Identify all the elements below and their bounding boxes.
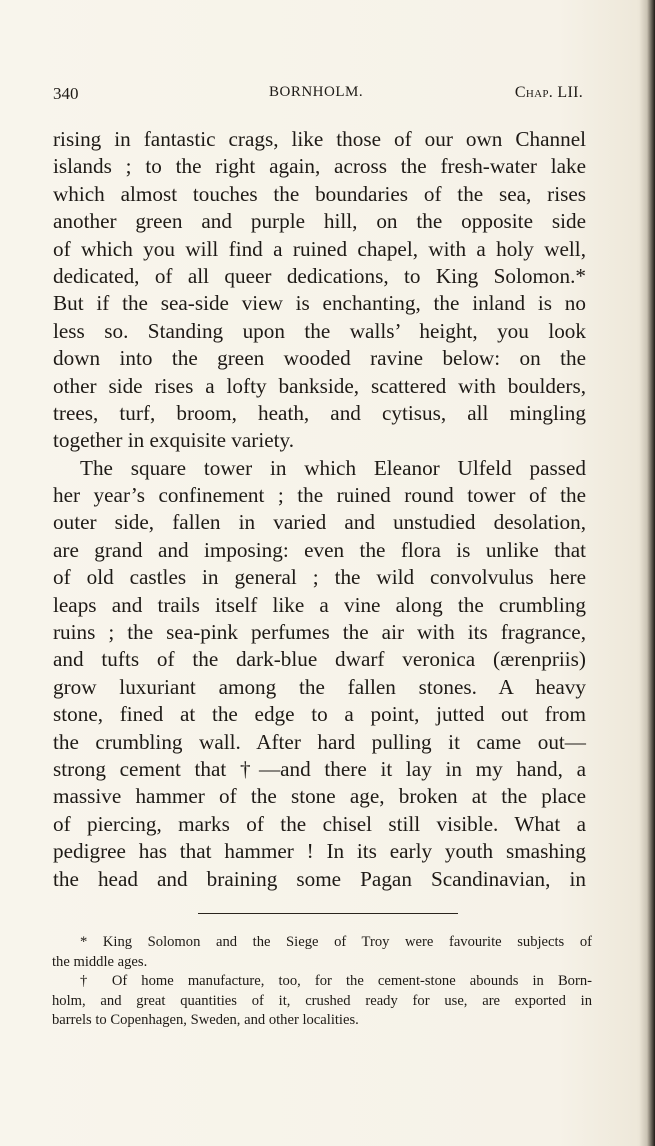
page-header (53, 84, 583, 106)
text-line: The square tower in which Eleanor Ulfeld passed (80, 455, 586, 480)
text-line: But if the sea-side view is enchanting, the inland is no (53, 291, 586, 316)
text-line: another green and purple hill, on the opposite side (53, 209, 586, 234)
body-text (53, 126, 586, 893)
page-number: 340 (53, 84, 79, 103)
text-line: less so. Standing upon the walls’ height, you look (53, 318, 586, 343)
text-line: dedicated, of all queer dedications, to King Solomon.* (53, 263, 586, 288)
text-line: which almost touches the boundaries of the sea, rises (53, 181, 586, 206)
footnote-line: holm, and great quantities of it, crushed ready for use, are exported in (52, 992, 592, 1009)
footnote-line: barrels to Copenhagen, Sweden, and other localities. (52, 1012, 359, 1029)
text-line: are grand and imposing: even the flora is unlike that (53, 537, 586, 562)
text-line: stone, fined at the edge to a point, jutted out from (53, 702, 586, 727)
text-line: her year’s confinement ; the ruined round tower of the (53, 483, 586, 508)
text-line: leaps and trails itself like a vine along the crumbling (53, 592, 586, 617)
footnotes (52, 933, 592, 1031)
text-line: grow luxuriant among the fallen stones. A heavy (53, 674, 586, 699)
text-line: strong cement that †—and there it lay in my hand, a (53, 756, 586, 781)
footnote-line: † Of home manufacture, too, for the cement-stone abounds in Born- (80, 973, 592, 990)
footnote-divider (198, 913, 458, 914)
text-line: of piercing, marks of the chisel still visible. What a (53, 811, 586, 836)
text-line: pedigree has that hammer ! In its early youth smashing (53, 839, 586, 864)
text-line: together in exquisite variety. (53, 428, 295, 453)
text-line: of old castles in general ; the wild convolvulus here (53, 565, 586, 590)
text-line: trees, turf, broom, heath, and cytisus, all mingling (53, 400, 586, 425)
binding-shadow (639, 0, 655, 1146)
text-line: down into the green wooded ravine below: on the (53, 346, 586, 371)
text-line: outer side, fallen in varied and unstudied desolation, (53, 510, 586, 535)
text-line: of which you will find a ruined chapel, with a holy well, (53, 236, 586, 261)
text-line: ruins ; the sea-pink perfumes the air with its fragrance, (53, 620, 586, 645)
text-line: the crumbling wall. After hard pulling it came out— (53, 729, 586, 754)
text-line: other side rises a lofty bankside, scattered with boulders, (53, 373, 586, 398)
text-line: and tufts of the dark-blue dwarf veronica (ærenpriis) (53, 647, 586, 672)
footnote-line: the middle ages. (52, 953, 148, 970)
running-title: BORNHOLM. (269, 84, 364, 100)
text-line: rising in fantastic crags, like those of our own Channel (53, 127, 586, 151)
footnote-line: * King Solomon and the Siege of Troy were favourite subjects of (80, 934, 592, 950)
chapter-label: Chap. LII. (514, 84, 583, 101)
text-line: the head and braining some Pagan Scandinavian, in (53, 866, 586, 891)
text-line: massive hammer of the stone age, broken at the place (53, 784, 586, 809)
text-line: islands ; to the right again, across the fresh-water lake (53, 154, 586, 179)
